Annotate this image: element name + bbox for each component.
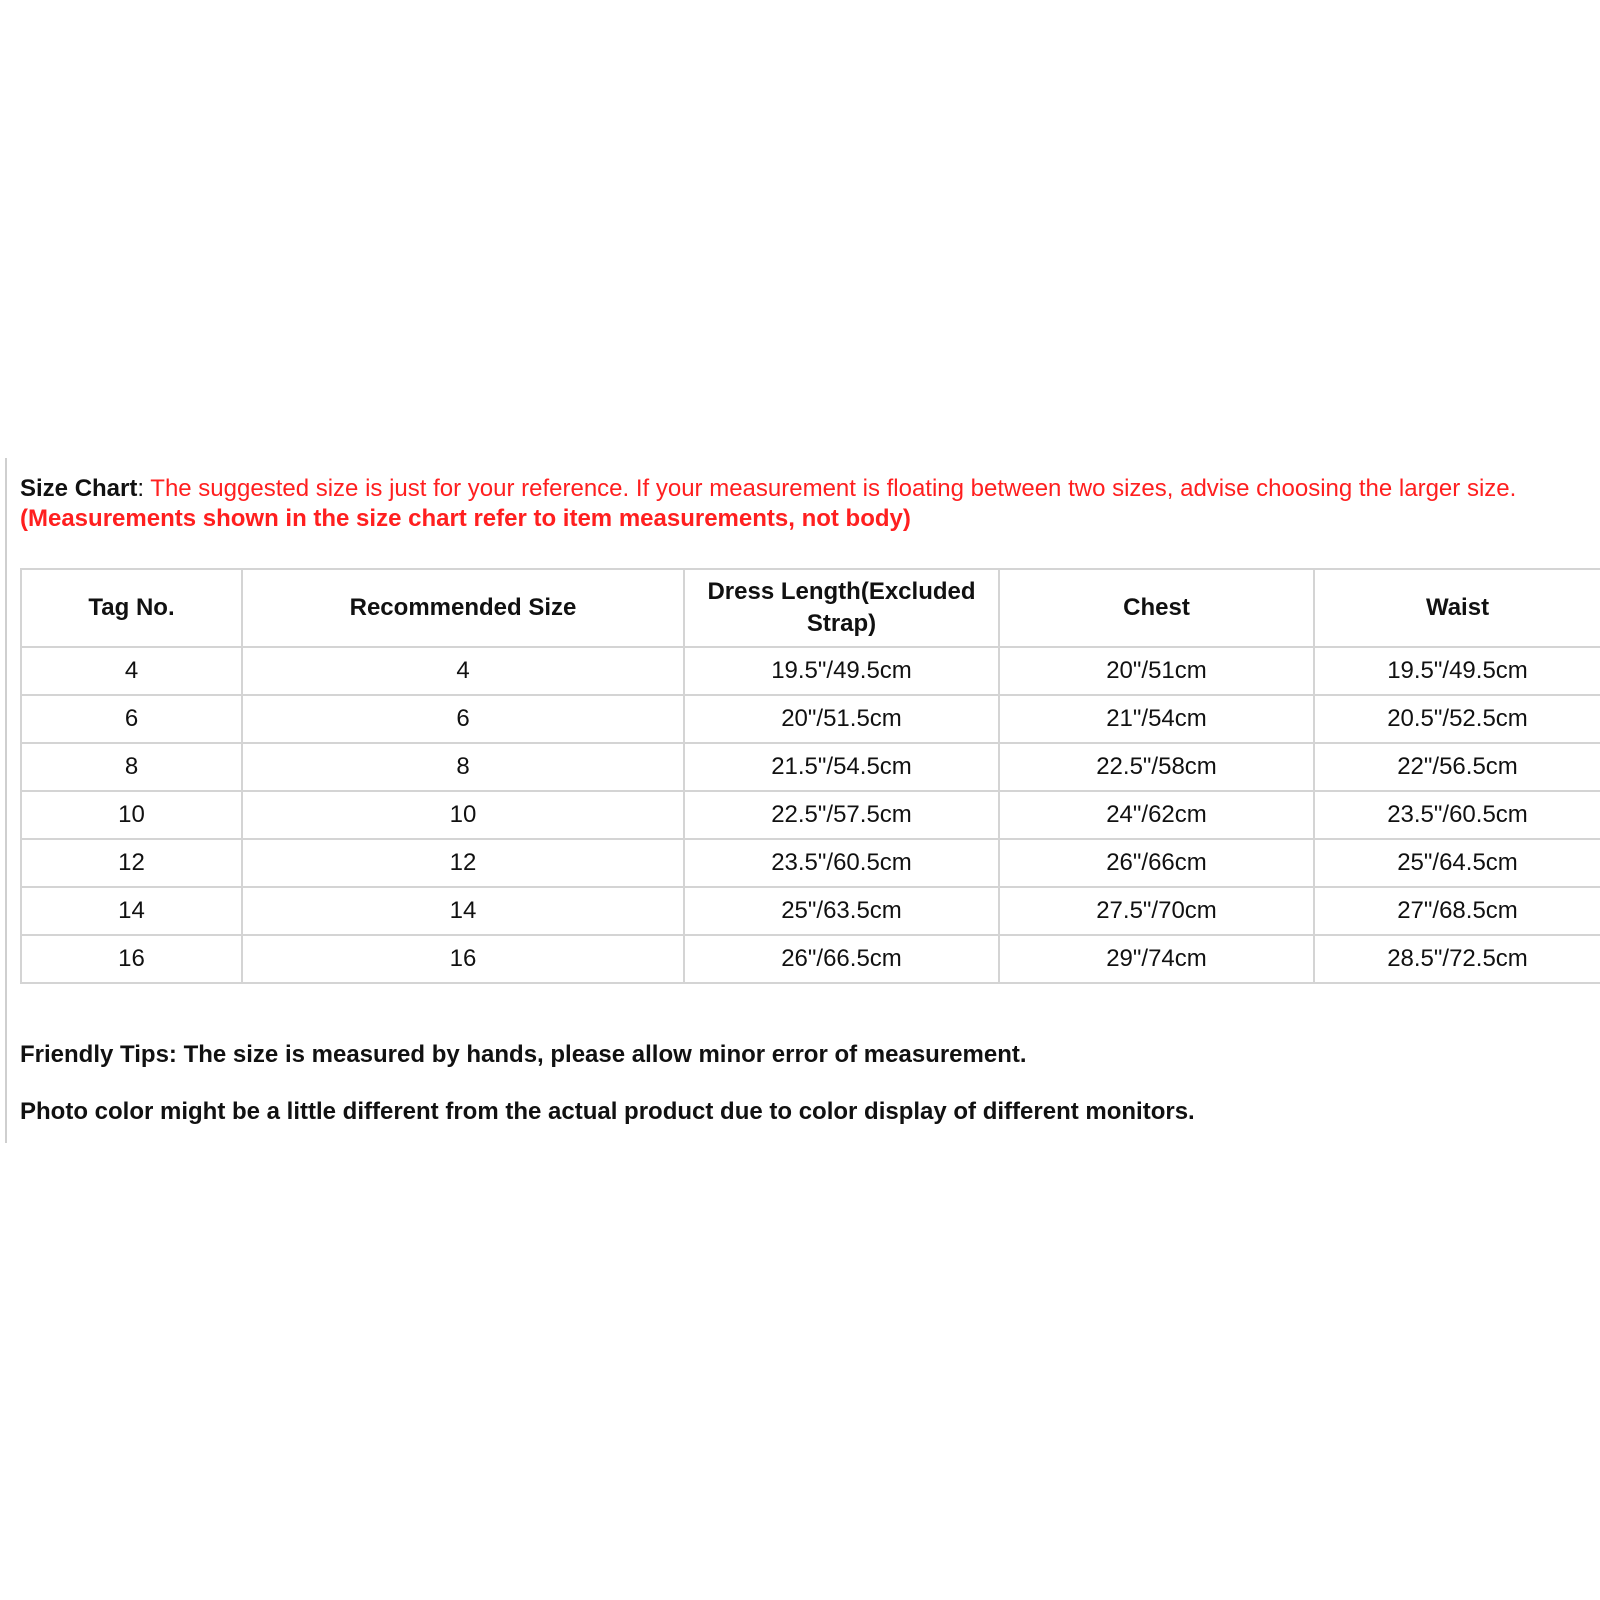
table-row [21, 791, 1600, 839]
cell-chest: 21"/54cm [999, 695, 1314, 743]
cell-tag-no: 14 [21, 887, 242, 935]
cell-waist: 28.5"/72.5cm [1314, 935, 1600, 983]
table-row [21, 935, 1600, 983]
header-dress-length: Dress Length(Excluded Strap) [684, 569, 999, 647]
table-row [21, 887, 1600, 935]
cell-chest: 20"/51cm [999, 647, 1314, 695]
cell-recommended-size: 12 [242, 839, 684, 887]
table-header-row [21, 569, 1600, 647]
cell-waist: 20.5"/52.5cm [1314, 695, 1600, 743]
cell-chest: 24"/62cm [999, 791, 1314, 839]
size-chart-description: The suggested size is just for your reference. If your measurement is floating between two sizes, advise choosing the larger size. [150, 475, 1517, 502]
cell-tag-no: 12 [21, 839, 242, 887]
cell-dress-length: 21.5"/54.5cm [684, 743, 999, 791]
cell-dress-length: 23.5"/60.5cm [684, 839, 999, 887]
cell-waist: 19.5"/49.5cm [1314, 647, 1600, 695]
cell-recommended-size: 16 [242, 935, 684, 983]
table-row [21, 743, 1600, 791]
cell-chest: 29"/74cm [999, 935, 1314, 983]
table-row [21, 839, 1600, 887]
cell-tag-no: 10 [21, 791, 242, 839]
cell-dress-length: 20"/51.5cm [684, 695, 999, 743]
header-waist: Waist [1314, 569, 1600, 647]
cell-recommended-size: 8 [242, 743, 684, 791]
cell-tag-no: 4 [21, 647, 242, 695]
cell-chest: 26"/66cm [999, 839, 1314, 887]
size-chart-colon: : [137, 475, 151, 502]
cell-tag-no: 16 [21, 935, 242, 983]
header-recommended-size: Recommended Size [242, 569, 684, 647]
cell-dress-length: 25"/63.5cm [684, 887, 999, 935]
size-table [20, 568, 1600, 984]
cell-dress-length: 26"/66.5cm [684, 935, 999, 983]
size-chart-intro [20, 474, 1600, 534]
color-disclaimer: Photo color might be a little different from the actual product due to color display of different monitors. [20, 1098, 1195, 1125]
cell-recommended-size: 4 [242, 647, 684, 695]
cell-recommended-size: 10 [242, 791, 684, 839]
cell-waist: 25"/64.5cm [1314, 839, 1600, 887]
table-row [21, 695, 1600, 743]
cell-dress-length: 22.5"/57.5cm [684, 791, 999, 839]
cell-tag-no: 6 [21, 695, 242, 743]
cell-recommended-size: 14 [242, 887, 684, 935]
table-row [21, 647, 1600, 695]
cell-chest: 22.5"/58cm [999, 743, 1314, 791]
cell-chest: 27.5"/70cm [999, 887, 1314, 935]
cell-waist: 22"/56.5cm [1314, 743, 1600, 791]
friendly-tips: Friendly Tips: The size is measured by hands, please allow minor error of measurement. [20, 1041, 1027, 1068]
cell-tag-no: 8 [21, 743, 242, 791]
cell-waist: 27"/68.5cm [1314, 887, 1600, 935]
measurement-note: (Measurements shown in the size chart refer to item measurements, not body) [20, 505, 911, 532]
size-chart-label: Size Chart [20, 475, 138, 502]
header-chest: Chest [999, 569, 1314, 647]
cell-waist: 23.5"/60.5cm [1314, 791, 1600, 839]
cell-dress-length: 19.5"/49.5cm [684, 647, 999, 695]
cell-recommended-size: 6 [242, 695, 684, 743]
size-chart-panel [5, 458, 1600, 1143]
header-tag-no: Tag No. [21, 569, 242, 647]
